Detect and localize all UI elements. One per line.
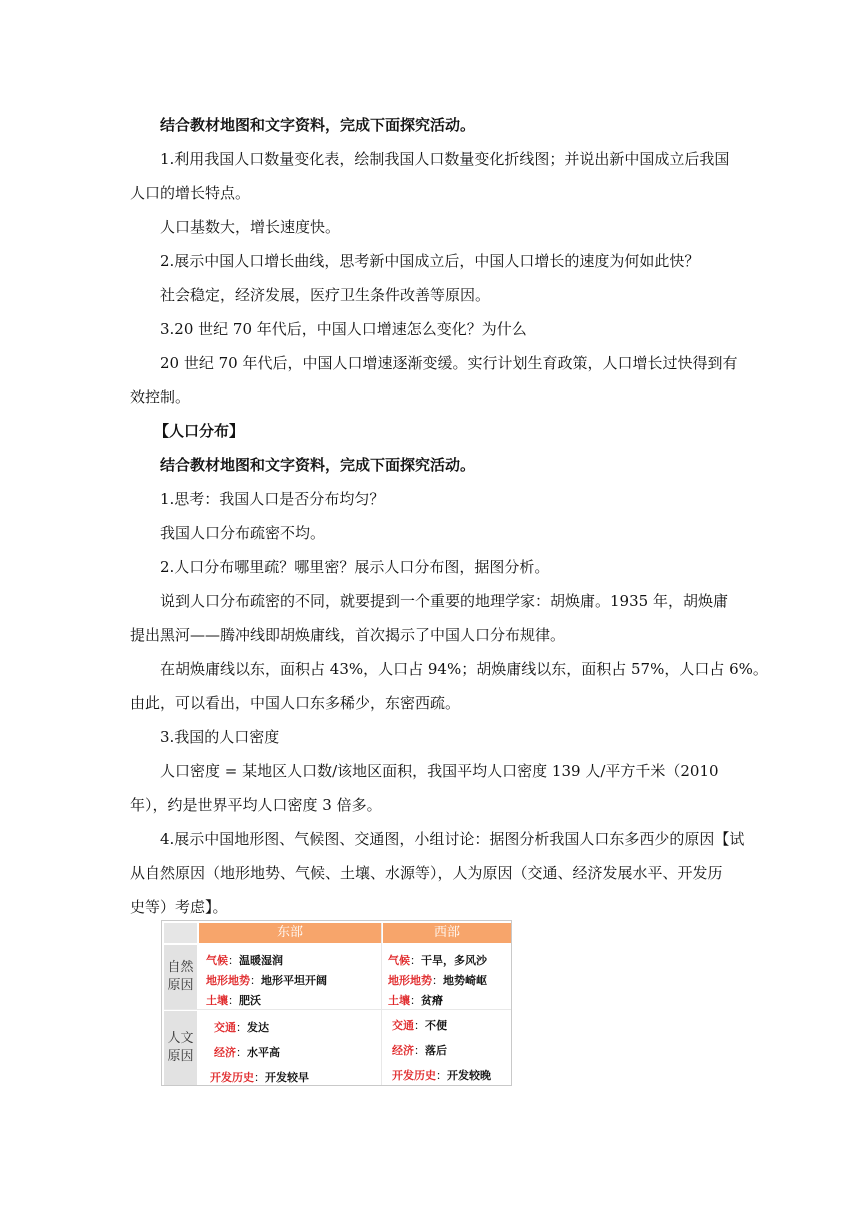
west-economy-value: 落后: [425, 1044, 447, 1057]
west-climate-value: 干旱，多风沙: [421, 954, 487, 967]
density-line-2: 年），约是世界平均人口密度 3 倍多。: [130, 796, 382, 814]
table-divider-2: [381, 923, 382, 1085]
question-7-line-2: 从自然原因（地形地势、气候、土壤、水源等），人为原因（交通、经济发展水平、开发历: [130, 864, 723, 882]
row-label-natural: [164, 945, 197, 1009]
hu-line-text-line-2: 提出黑河——腾冲线即胡焕庸线，首次揭示了中国人口分布规律。: [130, 626, 566, 644]
table-divider-1: [197, 923, 199, 1085]
question-1-line-2: 人口的增长特点。: [130, 184, 251, 202]
west-transport-value: 不便: [425, 1019, 447, 1032]
east-transport-value: 发达: [247, 1021, 269, 1034]
header-west: 西部: [383, 923, 511, 943]
west-history-value: 开发较晚: [447, 1069, 491, 1082]
answer-3-line-1: 20 世纪 70 年代后，中国人口增速逐渐变缓。实行计划生育政策，人口增长过快得到有: [160, 354, 738, 372]
answer-3-line-2: 效控制。: [130, 388, 191, 406]
west-terrain-value: 地势崎岖: [443, 974, 487, 987]
east-history-value: 开发较早: [265, 1071, 309, 1084]
west-history-key: 开发历史: [392, 1069, 436, 1082]
question-1-line-1: 1.利用我国人口数量变化表，绘制我国人口数量变化折线图；并说出新中国成立后我国: [160, 150, 730, 168]
hu-line-text-line-1: 说到人口分布疏密的不同，就要提到一个重要的地理学家：胡焕庸。1935 年，胡焕庸: [160, 592, 728, 610]
row-label-natural-a: 自然: [167, 960, 194, 975]
area-population-line-2: 由此，可以看出，中国人口东多稀少，东密西疏。: [130, 694, 461, 712]
question-7-line-3: 史等）考虑】。: [130, 898, 228, 916]
east-history-key: 开发历史: [210, 1071, 254, 1084]
density-line-1: 人口密度 = 某地区人口数/该地区面积，我国平均人口密度 139 人/平方千米（2010: [160, 762, 719, 780]
question-6: 3.我国的人口密度: [160, 728, 280, 746]
section-heading-population-distribution: 【人口分布】: [154, 422, 245, 440]
instruction-heading-2: 结合教材地图和文字资料，完成下面探究活动。: [160, 456, 476, 474]
west-climate-key: 气候: [388, 954, 410, 967]
answer-4: 我国人口分布疏密不均。: [160, 524, 326, 542]
east-climate-value: 温暖湿润: [239, 954, 283, 967]
east-economy-value: 水平高: [247, 1046, 280, 1059]
table-divider-3: [164, 1009, 511, 1010]
area-population-line-1: 在胡焕庸线以东，面积占 43%，人口占 94%；胡焕庸线以东，面积占 57%，人口占 6%。: [160, 660, 768, 678]
row-label-human: [164, 1011, 197, 1085]
question-7-line-1: 4.展示中国地形图、气候图、交通图，小组讨论：据图分析我国人口东多西少的原因【试: [160, 830, 745, 848]
row-label-human-b: 原因: [167, 1049, 194, 1064]
east-climate-key: 气候: [206, 954, 228, 967]
header-east: 东部: [199, 923, 381, 943]
table-corner: [164, 923, 197, 943]
west-economy-key: 经济: [392, 1044, 414, 1057]
west-transport-key: 交通: [392, 1019, 414, 1032]
west-human-cell: 交通：不便 经济：落后 开发历史：开发较晚: [392, 1019, 491, 1082]
question-5: 2.人口分布哪里疏？哪里密？展示人口分布图，据图分析。: [160, 558, 550, 576]
east-natural-cell: 气候：温暖湿润 地形地势：地形平坦开阔 土壤：肥沃: [206, 954, 327, 1007]
west-soil-key: 土壤: [388, 994, 410, 1007]
east-transport-key: 交通: [214, 1021, 236, 1034]
east-economy-key: 经济: [214, 1046, 236, 1059]
east-soil-key: 土壤: [206, 994, 228, 1007]
instruction-heading: 结合教材地图和文字资料，完成下面探究活动。: [160, 116, 476, 134]
row-label-natural-b: 原因: [167, 978, 194, 993]
east-west-comparison-table: [161, 920, 512, 1086]
row-label-human-a: 人文: [167, 1031, 194, 1046]
east-soil-value: 肥沃: [239, 994, 261, 1007]
answer-2: 社会稳定，经济发展，医疗卫生条件改善等原因。: [160, 286, 491, 304]
answer-1: 人口基数大，增长速度快。: [160, 218, 341, 236]
question-3: 3.20 世纪 70 年代后，中国人口增速怎么变化？为什么: [160, 320, 527, 338]
east-terrain-key: 地形地势: [206, 974, 250, 987]
west-natural-cell: 气候：干旱，多风沙 地形地势：地势崎岖 土壤：贫瘠: [388, 954, 487, 1007]
east-human-cell: 交通：发达 经济：水平高 开发历史：开发较早: [210, 1021, 309, 1084]
west-soil-value: 贫瘠: [421, 994, 443, 1007]
question-2: 2.展示中国人口增长曲线，思考新中国成立后，中国人口增长的速度为何如此快？: [160, 252, 700, 270]
question-4: 1.思考：我国人口是否分布均匀？: [160, 490, 385, 508]
east-terrain-value: 地形平坦开阔: [261, 974, 327, 987]
west-terrain-key: 地形地势: [388, 974, 432, 987]
